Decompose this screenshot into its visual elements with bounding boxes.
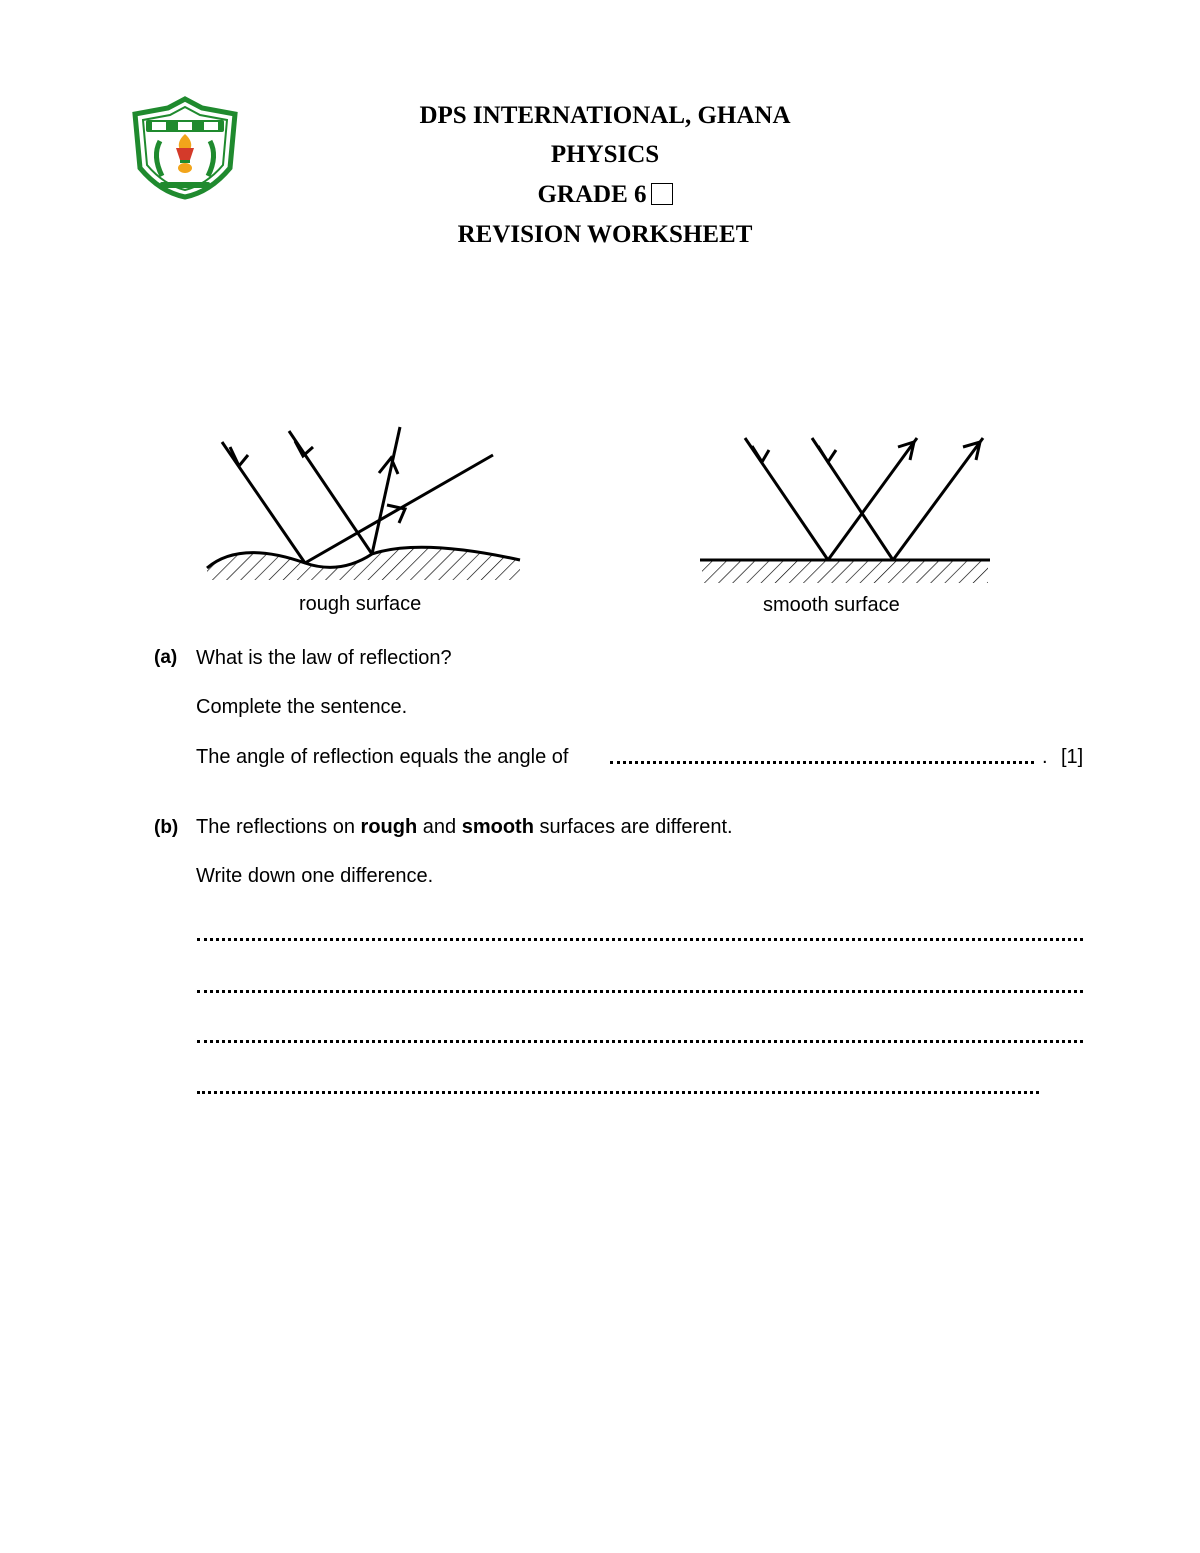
question-a-instruction: Complete the sentence. [196,696,408,718]
question-b-label: (b) [154,817,179,838]
question-a-period: . [1042,746,1048,768]
question-b-prompt-pre: The reflections on [196,816,355,838]
question-b-bold-rough: rough [360,816,418,838]
worksheet-title: REVISION WORKSHEET [457,221,753,248]
question-b-instruction: Write down one difference. [196,865,434,887]
question-b-prompt [196,815,733,839]
question-b-prompt-post: surfaces are different. [539,816,733,838]
question-a-sentence: The angle of reflection equals the angle of [196,746,569,768]
subject-title: PHYSICS [550,141,660,168]
answer-line-a[interactable] [610,761,1034,764]
question-a-label: (a) [154,647,178,668]
question-a-marks: [1] [1061,746,1084,768]
smooth-surface-diagram [0,0,1200,700]
answer-line-b4[interactable] [197,1091,1039,1094]
rough-surface-caption: rough surface [299,593,422,615]
smooth-surface-caption: smooth surface [763,594,900,616]
grade-label: GRADE 6 [537,181,647,208]
answer-line-b3[interactable] [197,1040,1083,1043]
answer-line-b2[interactable] [197,990,1083,993]
question-b-bold-smooth: smooth [461,816,534,838]
question-a-prompt: What is the law of reflection? [196,647,452,669]
question-b-prompt-mid: and [422,816,457,838]
school-name: DPS INTERNATIONAL, GHANA [419,102,791,129]
answer-line-b1[interactable] [197,938,1083,941]
